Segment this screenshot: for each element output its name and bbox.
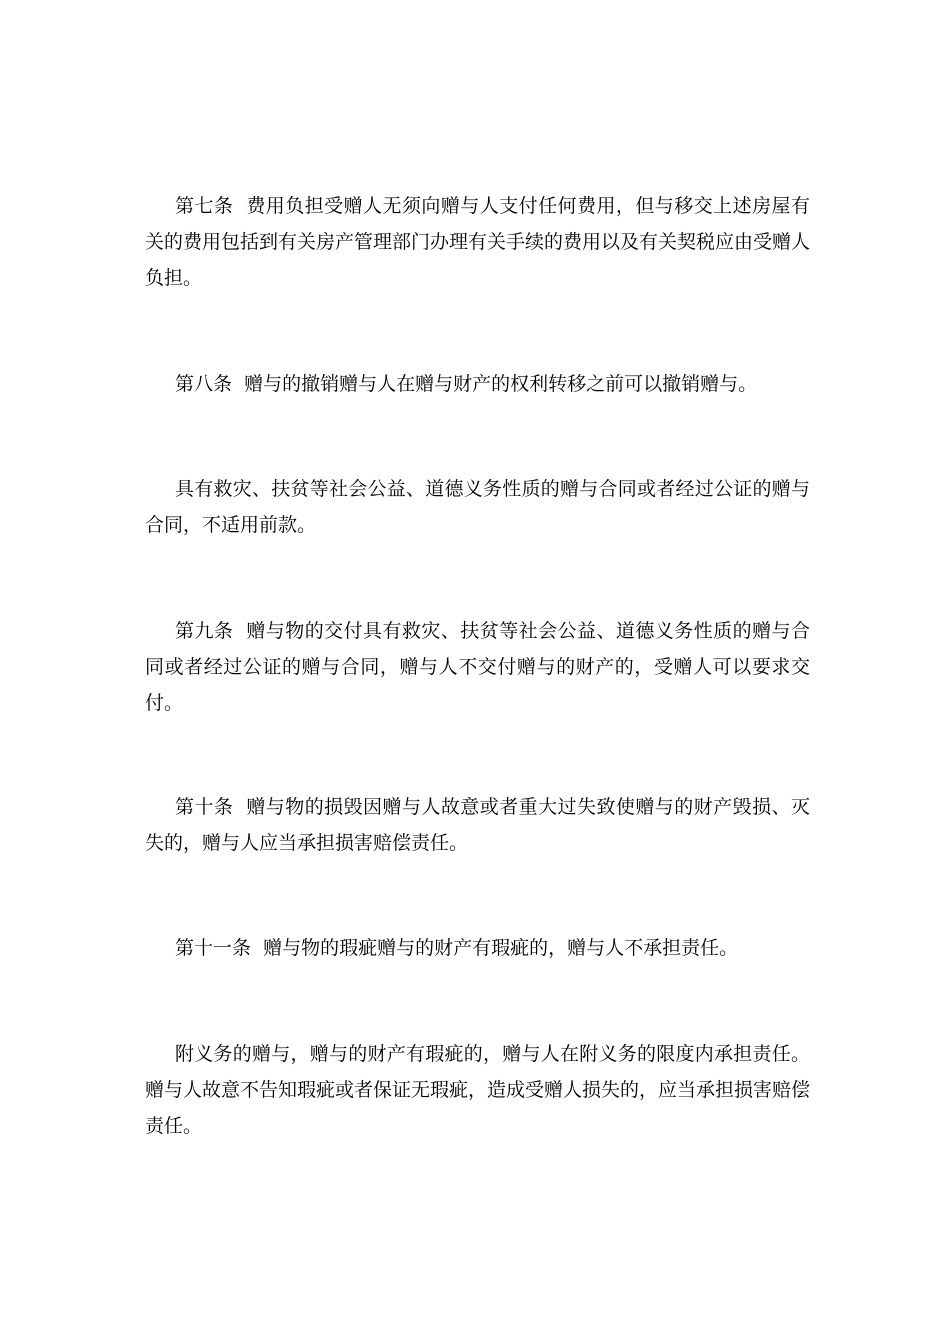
article-10-paragraph [145,789,810,861]
article-7-text: 费用负担受赠人无须向赠与人支付任何费用，但与移交上述房屋有关的费用包括到有关房产管理部门办理有关手续的费用以及有关契税应由受赠人负担。 [145,195,811,289]
article-8-exception-text: 具有救灾、扶贫等社会公益、道德义务性质的赠与合同或者经过公证的赠与合同，不适用前款。 [145,478,810,536]
article-9-paragraph [145,613,810,721]
article-10-heading: 第十条 [175,796,234,818]
article-11-heading: 第十一条 [175,937,252,959]
article-10-text: 赠与物的损毁因赠与人故意或者重大过失致使赠与的财产毁损、灭失的，赠与人应当承担损害赔偿责任。 [145,796,810,854]
article-9-heading: 第九条 [175,620,234,642]
article-9-text: 赠与物的交付具有救灾、扶贫等社会公益、道德义务性质的赠与合同或者经过公证的赠与合同，赠与人不交付赠与的财产的，受赠人可以要求交付。 [145,620,810,714]
article-11-obligation-paragraph [145,1036,810,1144]
article-8-heading: 第八条 [175,373,233,395]
article-11-paragraph [145,930,810,966]
article-11-obligation-text: 附义务的赠与，赠与的财产有瑕疵的，赠与人在附义务的限度内承担责任。赠与人故意不告知瑕疵或者保证无瑕疵，造成受赠人损失的，应当承担损害赔偿责任。 [145,1043,811,1137]
article-8-text: 赠与的撤销赠与人在赠与财产的权利转移之前可以撤销赠与。 [244,373,758,395]
article-8-exception-paragraph [145,471,810,543]
article-8-paragraph [145,366,810,402]
article-11-text: 赠与物的瑕疵赠与的财产有瑕疵的，赠与人不承担责任。 [263,937,739,959]
article-7-heading: 第七条 [175,195,234,217]
article-7-paragraph [145,188,810,296]
